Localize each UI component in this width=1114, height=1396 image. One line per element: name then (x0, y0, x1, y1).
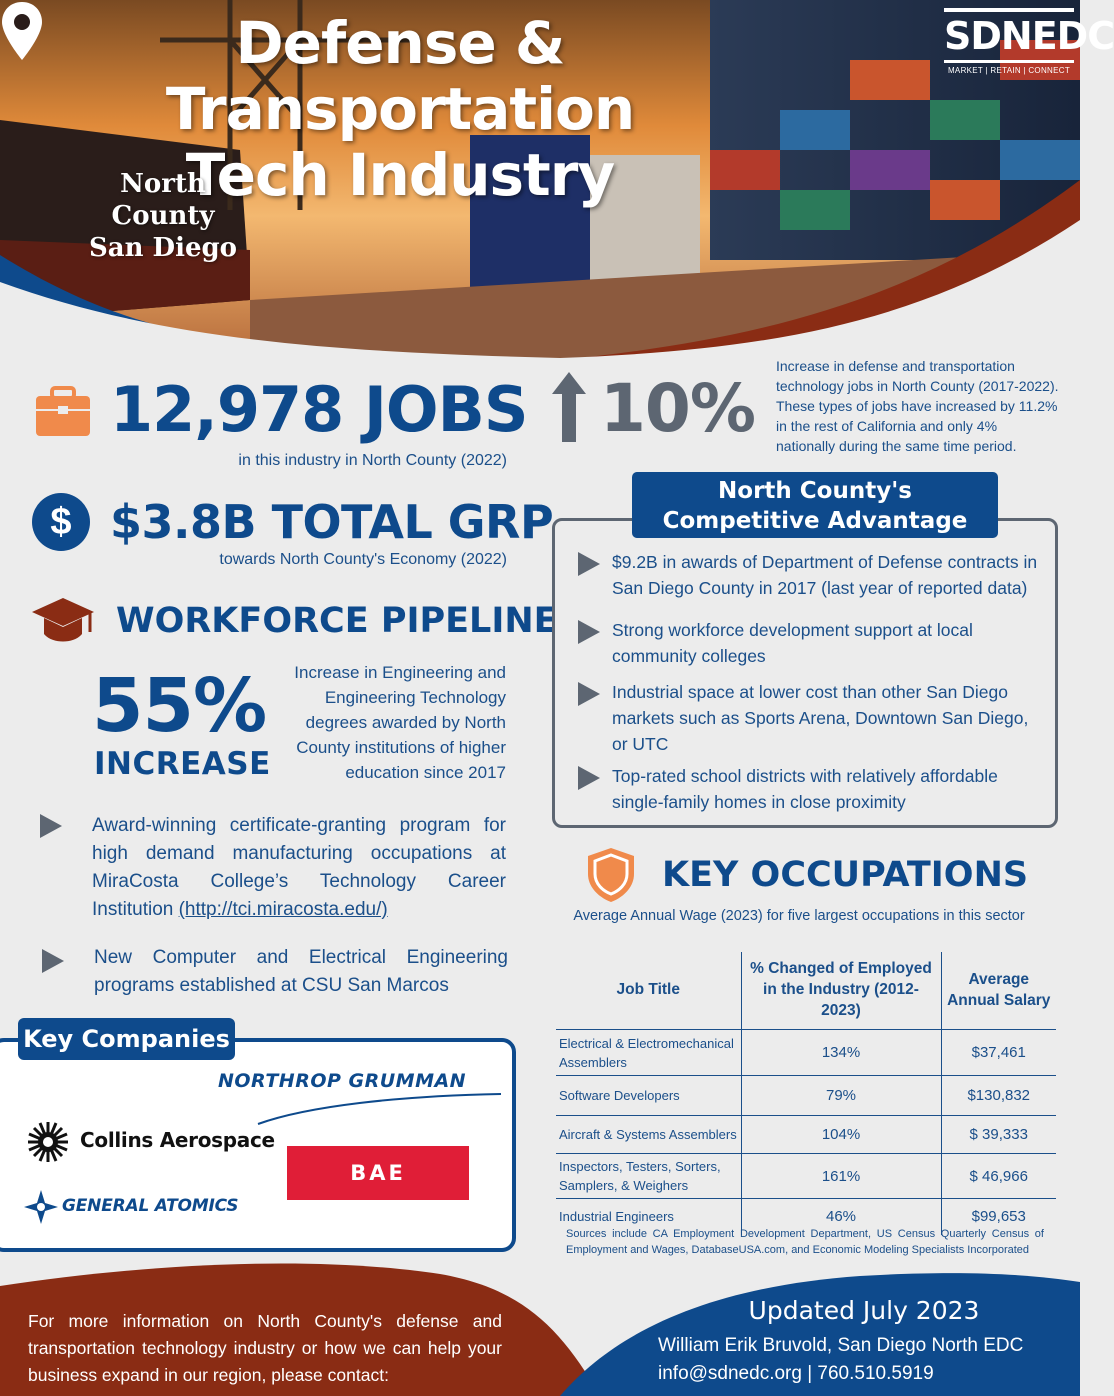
advantage-item: Top-rated school districts with relatively affordable single-family homes in close proximity (612, 766, 998, 812)
grp-caption: towards North County's Economy (2022) (219, 551, 507, 568)
northrop-grumman-name: NORTHROP GRUMMAN (218, 1070, 467, 1092)
northrop-grumman-logo (218, 1070, 503, 1126)
header-salary-line-1: Average (968, 970, 1030, 988)
play-bullet-icon (578, 682, 600, 706)
sources-note: Sources include CA Employment Development Department, US Census Quarterly Census of Employment and Wages, DatabaseUSA.com, and Economic Modeling Specialists Incorporated (566, 1228, 1044, 1256)
job-title-cell: Inspectors, Testers, Sorters, Samplers, & Weighers (556, 1154, 741, 1199)
salary-cell: $ 46,966 (941, 1154, 1056, 1199)
key-companies-title: Key Companies (18, 1018, 235, 1060)
jobs-caption: in this industry in North County (2022) (238, 452, 507, 469)
table-row (556, 1076, 1056, 1116)
salary-cell: $ 39,333 (941, 1116, 1056, 1154)
location-line-1: North County (111, 169, 215, 231)
growth-stat: 10% (600, 370, 755, 447)
title-line-1: Defense & Transportation (165, 9, 635, 143)
job-title-cell: Aircraft & Systems Assemblers (556, 1116, 741, 1154)
table-header-row (556, 952, 1056, 1030)
header-job-title: Job Title (616, 981, 680, 998)
workforce-stat-caption: Increase in Engineering and Engineering Technology degrees awarded by North County institutions of higher education since 2017 (294, 663, 506, 782)
collins-aerospace-icon (26, 1120, 70, 1164)
header-change (741, 952, 941, 1030)
logo-tagline: MARKET | RETAIN | CONNECT (947, 66, 1071, 75)
play-bullet-icon (578, 552, 600, 576)
contact-name: William Erik Bruvold, San Diego North EDC (658, 1335, 1024, 1356)
table-row (556, 1030, 1056, 1076)
general-atomics-icon (24, 1190, 58, 1224)
play-bullet-icon (42, 949, 64, 973)
general-atomics-name: GENERAL ATOMICS (62, 1196, 239, 1216)
updated-date: Updated July 2023 (748, 1296, 980, 1325)
logo-name: SDNEDC (944, 14, 1114, 58)
change-cell: 79% (741, 1076, 941, 1116)
graduation-cap-icon (30, 596, 96, 648)
title-line-2: Tech Industry (185, 141, 615, 209)
bae-systems-logo: BAE SYSTEMS (287, 1146, 469, 1200)
occupations-table (556, 952, 1056, 1235)
location-line-2: San Diego (88, 233, 238, 263)
workforce-bullet-1 (92, 812, 506, 924)
table-row (556, 1116, 1056, 1154)
hero-banner (0, 0, 1114, 360)
header-salary (941, 952, 1056, 1030)
header-change-line-1: % Changed of Employed (750, 960, 932, 977)
jobs-stat: 12,978 JOBS (110, 373, 528, 446)
dollar-icon: $ (32, 493, 90, 551)
briefcase-icon (34, 386, 92, 438)
change-cell: 134% (741, 1030, 941, 1076)
play-bullet-icon (40, 814, 62, 838)
table-row (556, 1154, 1056, 1199)
change-cell: 46% (741, 1199, 941, 1235)
arrow-up-icon (552, 372, 586, 442)
advantage-item: Strong workforce development support at local community colleges (612, 620, 973, 666)
footer-info: For more information on North County's defense and transportation technology industry or how we can help your business expand in our region, please contact: (28, 1311, 502, 1385)
workforce-title: WORKFORCE PIPELINE (116, 601, 558, 641)
tci-link[interactable]: (http://tci.miracosta.edu/) (178, 899, 388, 920)
header-salary-line-2: Annual Salary (947, 991, 1051, 1009)
contact-info[interactable]: info@sdnedc.org | 760.510.5919 (658, 1363, 934, 1384)
occupations-title: KEY OCCUPATIONS (662, 855, 1029, 895)
occupations-subtitle: Average Annual Wage (2023) for five largest occupations in this sector (573, 908, 1025, 924)
change-cell: 161% (741, 1154, 941, 1199)
sdnedc-logo (944, 8, 1114, 75)
salary-cell: $99,653 (941, 1199, 1056, 1235)
job-title-cell: Electrical & Electromechanical Assemblers (556, 1030, 741, 1076)
growth-caption: Increase in defense and transportation technology jobs in North County (2017-2022). These types of jobs have increased by 11.2% in the rest of California and only 4% nationally during the same time period. (776, 358, 1059, 454)
bullet-1-text: Award-winning certificate-granting program for high demand manufacturing occupations at MiraCosta College’s Technology Career Institution (92, 815, 506, 920)
workforce-stat: 55% (92, 663, 267, 749)
play-bullet-icon (578, 766, 600, 790)
header-change-line-2: in the Industry (2012-2023) (763, 981, 919, 1019)
salary-cell: $130,832 (941, 1076, 1056, 1116)
advantage-title (632, 472, 998, 538)
workforce-bullet-2: New Computer and Electrical Engineering programs established at CSU San Marcos (94, 947, 508, 996)
workforce-stat-label: INCREASE (94, 746, 271, 782)
advantage-item: $9.2B in awards of Department of Defense contracts in San Diego County in 2017 (last year of reported data) (612, 552, 1038, 598)
collins-aerospace-name: Collins Aerospace (80, 1128, 275, 1152)
job-title-cell: Software Developers (556, 1076, 741, 1116)
advantage-item: Industrial space at lower cost than other San Diego markets such as Sports Arena, Downtown San Diego, or UTC (612, 682, 1029, 754)
salary-cell: $37,461 (941, 1030, 1056, 1076)
job-title-cell: Industrial Engineers (556, 1199, 741, 1235)
location-pin-icon (0, 0, 44, 62)
location-label (70, 168, 256, 264)
shield-icon (586, 846, 636, 904)
play-bullet-icon (578, 620, 600, 644)
northrop-swoosh-icon (218, 1092, 503, 1126)
advantage-title-line-2: Competitive Advantage (662, 508, 968, 534)
grp-stat: $3.8B TOTAL GRP (110, 495, 554, 549)
change-cell: 104% (741, 1116, 941, 1154)
advantage-title-line-1: North County's (718, 478, 912, 504)
